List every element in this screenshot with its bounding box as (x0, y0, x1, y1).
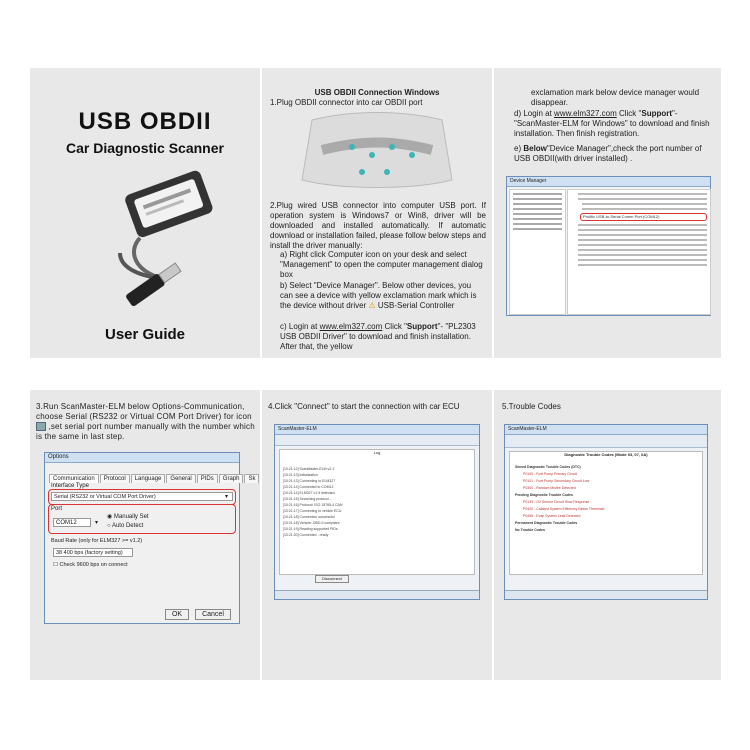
baud-select[interactable]: 38 400 bps (factory setting) (53, 548, 133, 557)
step2-text: 2.Plug wired USB connector into computer USB port. If operation system is Windows7 or Win8, driver will be downloaded and installed automatically. If automatic download or installation failed, please follow below steps and install the driver manually: (270, 201, 486, 250)
device-tree-left (509, 189, 566, 315)
interface-highlight (48, 489, 236, 505)
dtc-item: P0300 - Random Misfire Detected (523, 486, 576, 490)
ok-button[interactable]: OK (165, 609, 189, 620)
com-port-highlight: Prolific USB-to-Serial Comm Port (COM12) (580, 213, 707, 221)
scanmaster-titlebar: ScanMaster-ELM (275, 425, 479, 435)
tab-graph[interactable]: Graph (219, 474, 244, 483)
cover-subtitle: Car Diagnostic Scanner (66, 140, 224, 156)
disconnect-button[interactable]: Disconnect (315, 575, 349, 583)
dtc-item: P0420 - Catalyst System Efficiency Below Threshold (523, 507, 605, 511)
device-manager-titlebar: Device Manager (507, 177, 710, 187)
warning-icon: ⚠ (368, 301, 376, 310)
interface-type-label: Interface Type (51, 483, 89, 489)
driver-panel (494, 68, 721, 358)
log-line: [10:21:14] ELM327 v1.5 detected (283, 491, 335, 495)
log-line: [10:21:19] Reading supported PIDs (283, 527, 338, 531)
connect-panel (262, 390, 492, 680)
scanmaster-dtc-window (504, 424, 708, 600)
options-titlebar: Options (45, 453, 239, 463)
log-line: [10:21:13] Connecting to ELM327 (283, 479, 336, 483)
tab-pids[interactable]: PIDs (197, 474, 218, 483)
step5-text: 5.Trouble Codes (502, 402, 561, 411)
log-line: [10:21:14] Connected to COM12 (283, 485, 334, 489)
log-line: [10:21:17] Connecting to vehicle ECU (283, 509, 342, 513)
step4-text: 4.Click "Connect" to start the connection with car ECU (268, 402, 460, 411)
step3-text: 3.Run ScanMaster-ELM below Options-Communication, choose Serial (RS232 or Virtual COM Port Driver) for icon ,set serial port number manually with the number which is the same in last step. (36, 402, 255, 441)
step-d-text: d) Login at www.elm327.com Click "Support"- "ScanMaster-ELM for Windows" to download and finish installation. Then finish registration. (514, 109, 710, 138)
connection-heading: USB OBDII Connection Windows (314, 88, 440, 97)
connection-panel (262, 68, 492, 358)
log-line: [10:21:18] Connection successful (283, 515, 335, 519)
port-select[interactable]: COM12 (53, 518, 91, 527)
options-dialog (44, 452, 256, 624)
cancel-button[interactable]: Cancel (195, 609, 231, 620)
step2c-text: c) Login at www.elm327.com Click "Support"- "PL2303 USB OBDII Driver" to download and finish installation. After that, the yellow (280, 322, 476, 351)
tab-protocol[interactable]: Protocol (100, 474, 130, 483)
baud-label: Baud Rate (only for ELM327 >= v1.2) (51, 538, 143, 544)
trouble-codes-panel (494, 390, 721, 680)
log-line: [10:21:20] Connected - ready (283, 533, 329, 537)
tab-general[interactable]: General (166, 474, 195, 483)
check-9600[interactable]: ☐ Check 9600 bps on connect (53, 562, 128, 568)
user-guide-label: User Guide (104, 326, 186, 343)
port-icon (36, 422, 46, 431)
log-line: [10:21:18] Vehicle: OBD-II compliant (283, 521, 340, 525)
obd-adapter-image (90, 168, 230, 298)
dtc-item: Pending Diagnostic Trouble Codes (515, 493, 573, 497)
dtc-item: P0133 - O2 Sensor Circuit Slow Response (523, 500, 590, 504)
log-line: [10:21:12] ScanMaster-ELM v2.1 (283, 467, 335, 471)
port-chevron-icon: ▾ (95, 520, 99, 526)
dtc-item: No Trouble Codes (515, 528, 545, 532)
log-label: Log (373, 450, 381, 455)
interface-select[interactable]: Serial (RS232 or Virtual COM Port Driver) (51, 492, 233, 501)
tab-language[interactable]: Language (131, 474, 166, 483)
port-highlight (48, 504, 236, 534)
elm327-link-d[interactable]: www.elm327.com (554, 109, 617, 118)
log-line: [10:21:16] Protocol: ISO 15765-4 CAN (283, 503, 343, 507)
dtc-toolbar (505, 435, 707, 448)
dtc-item: P0455 - Evap System Leak Detected (523, 514, 581, 518)
port-label: Port (51, 506, 63, 512)
car-port-photo (292, 110, 462, 195)
cover-panel (30, 68, 260, 358)
step-e-text: e) Below"Device Manager",check the port number of USB OBDII(with driver installed) . (514, 144, 702, 163)
tab-communication[interactable]: Communication (49, 474, 99, 483)
dtc-item: P0100 - Fuel Pump Primary Circuit (523, 472, 578, 476)
status-bar (275, 590, 479, 599)
cover-title: USB OBDII (78, 108, 212, 135)
step1-text: 1.Plug OBDII connector into car OBDII port (270, 98, 423, 107)
driver-cont-text: exclamation mark below device manager would disappear. (531, 88, 700, 107)
scanmaster-connect-window (274, 424, 480, 600)
log-line: [10:21:15] Searching protocol... (283, 497, 332, 501)
dtc-item: P0101 - Fuel Pump Secondary Circuit Low (523, 479, 590, 483)
scanmaster-toolbar (275, 435, 479, 446)
options-panel (30, 390, 260, 680)
dtc-titlebar: ScanMaster-ELM (505, 425, 707, 435)
manual-radio[interactable]: ◉ Manually Set (107, 514, 149, 520)
dtc-item: Permanent Diagnostic Trouble Codes (515, 521, 578, 525)
dtc-item: Stored Diagnostic Trouble Codes (DTC) (515, 465, 581, 469)
log-line: [10:21:13] Initialization (283, 473, 318, 477)
step2a-text: a) Right click Computer icon on your desk and select "Management" to open the computer management dialog box (280, 250, 483, 279)
device-manager-window (506, 176, 711, 316)
auto-radio[interactable]: ○ Auto Detect (107, 523, 144, 529)
dtc-panel-title: Diagnostic Trouble Codes (Mode 03, 07, 0A) (564, 452, 648, 457)
dtc-status-bar (505, 590, 707, 599)
tab-skins[interactable]: Sk (244, 474, 259, 483)
chevron-down-icon: ▾ (225, 494, 229, 500)
device-tree-right (567, 189, 711, 315)
elm327-link[interactable]: www.elm327.com (319, 322, 383, 331)
step2b-text: b) Select "Device Manager". Below other devices, you can see a device with yellow exclamation mark which is the device without driver ⚠ USB-Serial Controller (280, 281, 477, 310)
